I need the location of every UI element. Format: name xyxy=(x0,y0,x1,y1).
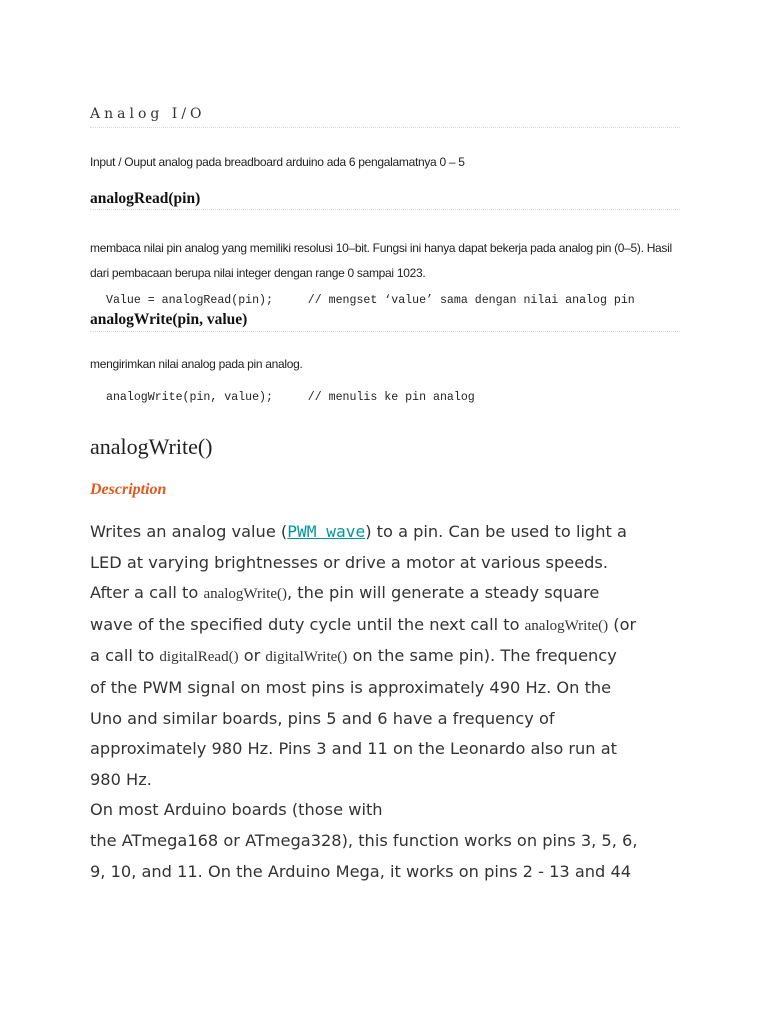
analog-write-heading: analogWrite(pin, value) xyxy=(90,311,248,328)
description-heading: Description xyxy=(90,481,167,498)
body-line: Uno and similar boards, pins 5 and 6 have a frequency of xyxy=(90,708,555,728)
analog-read-code: Value = analogRead(pin); // mengset ‘value’ sama dengan nilai analog pin xyxy=(106,294,635,307)
function-name: analogWrite() xyxy=(203,586,287,603)
body-line: Writes an analog value (PWM wave) to a pin. Can be used to light a xyxy=(90,522,627,541)
body-line: approximately 980 Hz. Pins 3 and 11 on the Leonardo also run at xyxy=(90,739,617,759)
analog-read-description: membaca nilai pin analog yang memiliki resolusi 10–bit. Fungsi ini hanya dapat bekerja pada analog pin (0–5). Hasil dari pembacaan berupa nilai integer dengan range 0 sampai 1023. xyxy=(90,241,672,280)
body-line: 980 Hz. xyxy=(90,769,152,789)
pwm-wave-link[interactable]: PWM wave xyxy=(287,522,366,541)
section-title: Analog I/O xyxy=(90,106,206,122)
divider xyxy=(90,331,680,332)
body-line: LED at varying brightnesses or drive a motor at various speeds. xyxy=(90,552,609,572)
function-name: digitalRead() xyxy=(159,649,239,666)
reference-body xyxy=(90,517,690,887)
body-line: On most Arduino boards (those with xyxy=(90,800,383,820)
body-line: 9, 10, and 11. On the Arduino Mega, it works on pins 2 - 13 and 44 xyxy=(90,861,632,881)
function-name: digitalWrite() xyxy=(265,649,348,666)
divider xyxy=(90,127,680,128)
body-line: wave of the specified duty cycle until the next call to analogWrite() (or xyxy=(90,614,637,634)
body-line: of the PWM signal on most pins is approximately 490 Hz. On the xyxy=(90,677,612,697)
body-line: the ATmega168 or ATmega328), this function works on pins 3, 5, 6, xyxy=(90,830,638,850)
body-line: After a call to analogWrite(), the pin will generate a steady square xyxy=(90,583,600,603)
analog-write-description: mengirimkan nilai analog pada pin analog. xyxy=(90,357,303,371)
analog-read-heading: analogRead(pin) xyxy=(90,190,201,207)
divider xyxy=(90,209,680,210)
reference-title: analogWrite() xyxy=(90,434,213,459)
intro-text: Input / Ouput analog pada breadboard arduino ada 6 pengalamatnya 0 – 5 xyxy=(90,155,465,169)
analog-write-code: analogWrite(pin, value); // menulis ke pin analog xyxy=(106,391,475,404)
body-line: a call to digitalRead() or digitalWrite() on the same pin). The frequency xyxy=(90,646,617,666)
function-name: analogWrite() xyxy=(524,617,609,634)
